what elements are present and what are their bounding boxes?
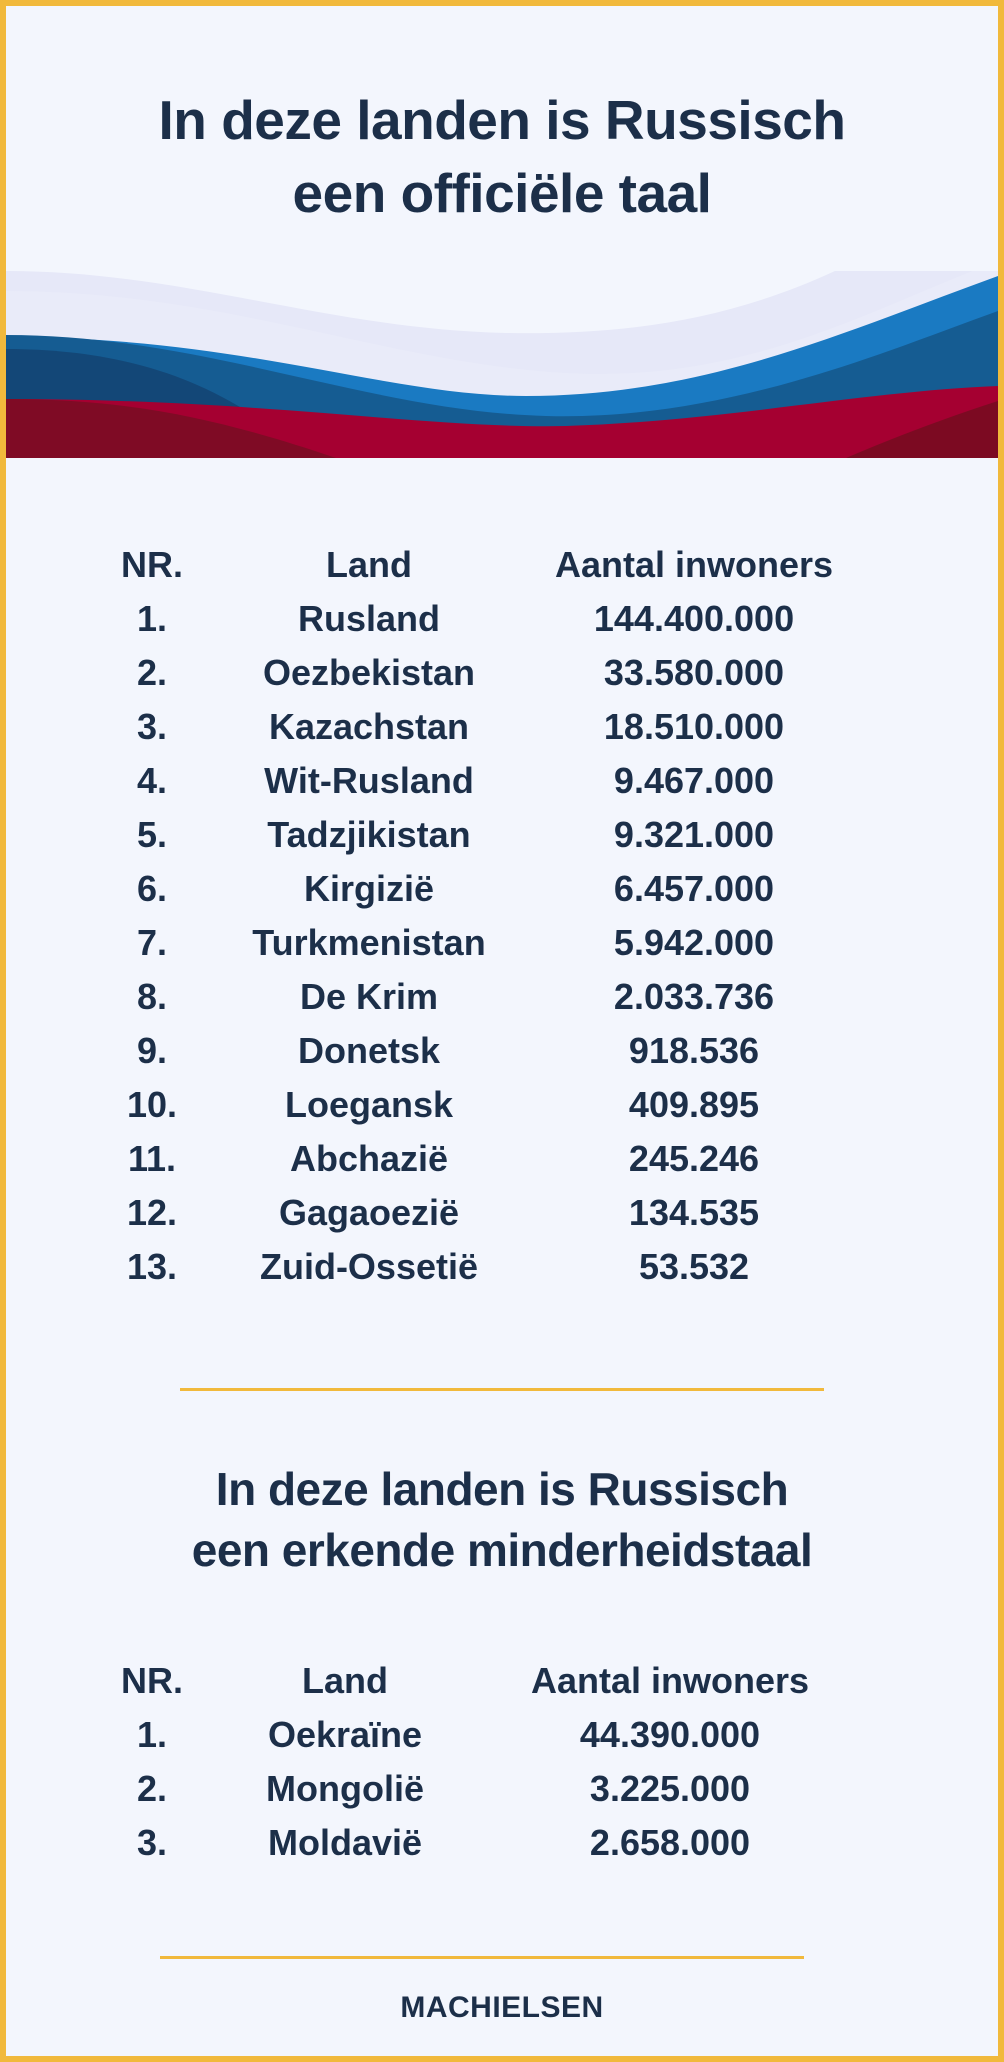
header-nr: NR. [121, 1660, 183, 1701]
country-cell: Zuid-Ossetië [259, 1246, 479, 1287]
table-row [100, 754, 854, 808]
section1-title-line1: In deze landen is Russisch [158, 89, 846, 151]
rank-cell: 5. [136, 814, 168, 855]
country-cell: Oekraïne [267, 1714, 423, 1755]
country-cell: Kirgizië [303, 868, 435, 909]
country-cell: Donetsk [297, 1030, 441, 1071]
population-cell: 5.942.000 [613, 922, 775, 963]
country-cell: De Krim [299, 976, 439, 1017]
country-cell: Moldavië [267, 1822, 423, 1863]
header-land: Land [326, 544, 412, 585]
table-row [100, 1708, 854, 1762]
population-cell: 9.467.000 [613, 760, 775, 801]
table-header-row [100, 1654, 854, 1708]
section2-title-line2: een erkende minderheidstaal [191, 1523, 813, 1576]
population-cell: 2.033.736 [613, 976, 775, 1017]
table-row [100, 646, 854, 700]
population-cell: 144.400.000 [593, 598, 795, 639]
header-inwoners: Aantal inwoners [530, 1660, 810, 1701]
table-row [100, 1132, 854, 1186]
population-cell: 2.658.000 [589, 1822, 751, 1863]
population-cell: 245.246 [628, 1138, 760, 1179]
table-row [100, 1240, 854, 1294]
table-row [100, 916, 854, 970]
header-land: Land [302, 1660, 388, 1701]
rank-cell: 10. [126, 1084, 178, 1125]
minority-language-table [100, 1654, 854, 1870]
machielsen-logo: MACHIELSEN [400, 1991, 604, 2024]
header-nr: NR. [121, 544, 183, 585]
table-row [100, 862, 854, 916]
population-cell: 44.390.000 [579, 1714, 761, 1755]
population-cell: 18.510.000 [603, 706, 785, 747]
country-cell: Tadzjikistan [267, 814, 471, 855]
rank-cell: 4. [136, 760, 168, 801]
russian-flag-wave-graphic [6, 271, 998, 458]
table-row [100, 700, 854, 754]
rank-cell: 2. [136, 1768, 168, 1809]
table-row [100, 1024, 854, 1078]
rank-cell: 3. [136, 1822, 168, 1863]
population-cell: 9.321.000 [613, 814, 775, 855]
country-cell: Turkmenistan [252, 922, 486, 963]
population-cell: 6.457.000 [613, 868, 775, 909]
divider-line [180, 1388, 824, 1391]
rank-cell: 3. [136, 706, 168, 747]
section2-title [6, 1459, 998, 1580]
rank-cell: 1. [136, 1714, 168, 1755]
country-cell: Abchazië [289, 1138, 449, 1179]
rank-cell: 6. [136, 868, 168, 909]
country-cell: Gagaoezië [278, 1192, 460, 1233]
section2-title-line1: In deze landen is Russisch [215, 1463, 789, 1515]
table-row [100, 1816, 854, 1870]
population-cell: 918.536 [628, 1030, 760, 1071]
rank-cell: 7. [136, 922, 168, 963]
rank-cell: 13. [126, 1246, 178, 1287]
population-cell: 53.532 [638, 1246, 750, 1287]
country-cell: Kazachstan [268, 706, 470, 747]
country-cell: Loegansk [284, 1084, 454, 1125]
country-cell: Rusland [297, 598, 440, 639]
rank-cell: 1. [136, 598, 168, 639]
population-cell: 33.580.000 [603, 652, 785, 693]
header-inwoners: Aantal inwoners [554, 544, 834, 585]
population-cell: 134.535 [628, 1192, 760, 1233]
rank-cell: 9. [136, 1030, 168, 1071]
section1-title [6, 84, 998, 229]
official-language-table [100, 538, 854, 1294]
table-row [100, 1078, 854, 1132]
table-row [100, 1186, 854, 1240]
table-row [100, 1762, 854, 1816]
population-cell: 3.225.000 [589, 1768, 751, 1809]
country-cell: Wit-Rusland [264, 760, 474, 801]
population-cell: 409.895 [628, 1084, 760, 1125]
table-row [100, 970, 854, 1024]
table-header-row [100, 538, 854, 592]
divider-line-footer [160, 1956, 804, 1959]
table-row [100, 808, 854, 862]
rank-cell: 11. [127, 1138, 177, 1179]
infographic-card [6, 6, 998, 2056]
table-row [100, 592, 854, 646]
rank-cell: 8. [136, 976, 168, 1017]
rank-cell: 2. [136, 652, 168, 693]
rank-cell: 12. [126, 1192, 178, 1233]
section1-title-line2: een officiële taal [292, 161, 712, 224]
country-cell: Mongolië [266, 1768, 424, 1809]
country-cell: Oezbekistan [262, 652, 476, 693]
